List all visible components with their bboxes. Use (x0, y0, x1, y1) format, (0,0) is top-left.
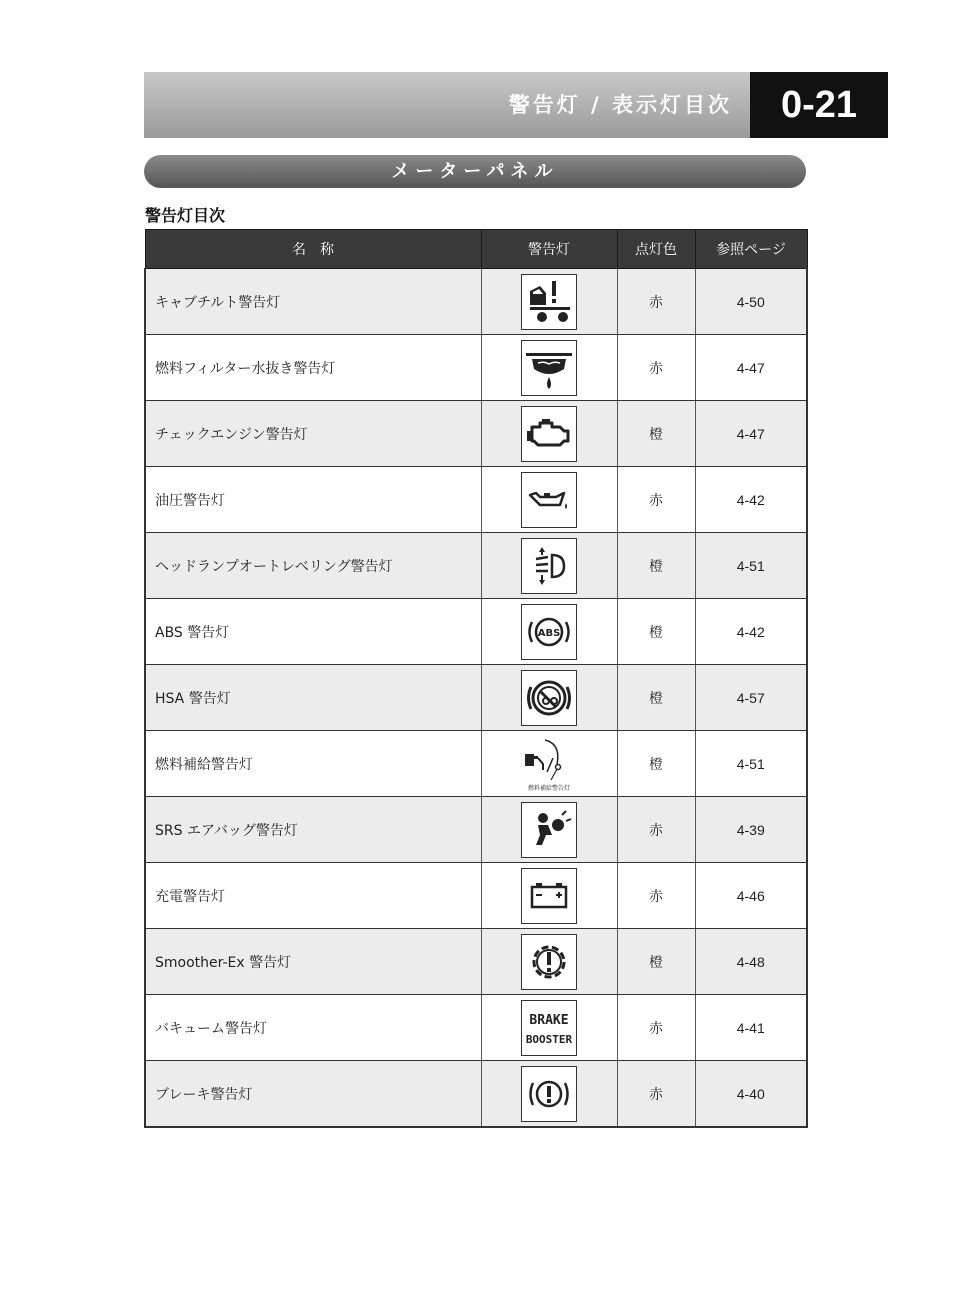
srs-airbag-icon (521, 802, 577, 858)
brake-booster-label-1: BRAKE (529, 1012, 569, 1028)
table-row (145, 533, 807, 599)
row-color: 橙 (617, 665, 695, 731)
fuel-refill-icon-caption: 燃料補給警告灯 (527, 784, 570, 792)
row-name: 充電警告灯 (145, 863, 481, 929)
brake-booster-label-2: BOOSTER (525, 1032, 573, 1046)
row-color: 赤 (617, 467, 695, 533)
abs-icon (521, 604, 577, 660)
row-page: 4-46 (695, 863, 807, 929)
table-row (145, 797, 807, 863)
row-name: ヘッドランプオートレベリング警告灯 (145, 533, 481, 599)
row-color: 赤 (617, 269, 695, 335)
row-page: 4-42 (695, 467, 807, 533)
section-heading: 警告灯目次 (145, 206, 226, 225)
header-title: 警告灯 / 表示灯目次 (508, 93, 732, 117)
col-header-light: 警告灯 (481, 230, 617, 269)
row-name: 燃料フィルター水抜き警告灯 (145, 335, 481, 401)
oil-pressure-icon (521, 472, 577, 528)
row-color: 橙 (617, 599, 695, 665)
row-page: 4-51 (695, 533, 807, 599)
table-row (145, 401, 807, 467)
row-color: 赤 (617, 335, 695, 401)
warning-light-table (144, 229, 808, 1128)
header-bar (144, 72, 750, 138)
table-row (145, 731, 807, 797)
col-header-name: 名 称 (145, 230, 481, 269)
row-page: 4-39 (695, 797, 807, 863)
row-name: キャブチルト警告灯 (145, 269, 481, 335)
row-name: ブレーキ警告灯 (145, 1061, 481, 1128)
fuel-filter-water-icon (521, 340, 577, 396)
row-color: 赤 (617, 797, 695, 863)
table-row (145, 335, 807, 401)
row-page: 4-40 (695, 1061, 807, 1128)
row-page: 4-48 (695, 929, 807, 995)
row-name: SRS エアバッグ警告灯 (145, 797, 481, 863)
row-name: バキューム警告灯 (145, 995, 481, 1061)
row-page: 4-51 (695, 731, 807, 797)
row-color: 赤 (617, 1061, 695, 1128)
table-row (145, 929, 807, 995)
table-row (145, 269, 807, 335)
row-name: HSA 警告灯 (145, 665, 481, 731)
row-name: チェックエンジン警告灯 (145, 401, 481, 467)
hsa-icon (521, 670, 577, 726)
check-engine-icon (521, 406, 577, 462)
table-header-row (145, 230, 807, 269)
row-page: 4-50 (695, 269, 807, 335)
section-banner: メーターパネル (144, 155, 806, 188)
battery-charge-icon (521, 868, 577, 924)
row-page: 4-47 (695, 335, 807, 401)
table-row (145, 665, 807, 731)
table-row (145, 995, 807, 1061)
smoother-ex-icon (521, 934, 577, 990)
brake-booster-icon (521, 1000, 577, 1056)
table-row (145, 863, 807, 929)
table-row (145, 1061, 807, 1128)
row-page: 4-41 (695, 995, 807, 1061)
page-number: 0-21 (750, 72, 888, 138)
row-page: 4-57 (695, 665, 807, 731)
headlamp-leveling-icon (521, 538, 577, 594)
row-color: 橙 (617, 533, 695, 599)
row-page: 4-42 (695, 599, 807, 665)
svg-text:ABS: ABS (537, 627, 561, 639)
row-name: 油圧警告灯 (145, 467, 481, 533)
row-page: 4-47 (695, 401, 807, 467)
row-name: Smoother-Ex 警告灯 (145, 929, 481, 995)
table-row (145, 599, 807, 665)
row-name: 燃料補給警告灯 (145, 731, 481, 797)
row-color: 赤 (617, 995, 695, 1061)
cab-tilt-icon (521, 274, 577, 330)
row-color: 橙 (617, 929, 695, 995)
row-name: ABS 警告灯 (145, 599, 481, 665)
row-color: 橙 (617, 731, 695, 797)
fuel-refill-icon (516, 733, 582, 795)
table-row (145, 467, 807, 533)
row-color: 赤 (617, 863, 695, 929)
col-header-color: 点灯色 (617, 230, 695, 269)
row-color: 橙 (617, 401, 695, 467)
brake-warning-icon (521, 1066, 577, 1122)
col-header-page: 参照ページ (695, 230, 807, 269)
